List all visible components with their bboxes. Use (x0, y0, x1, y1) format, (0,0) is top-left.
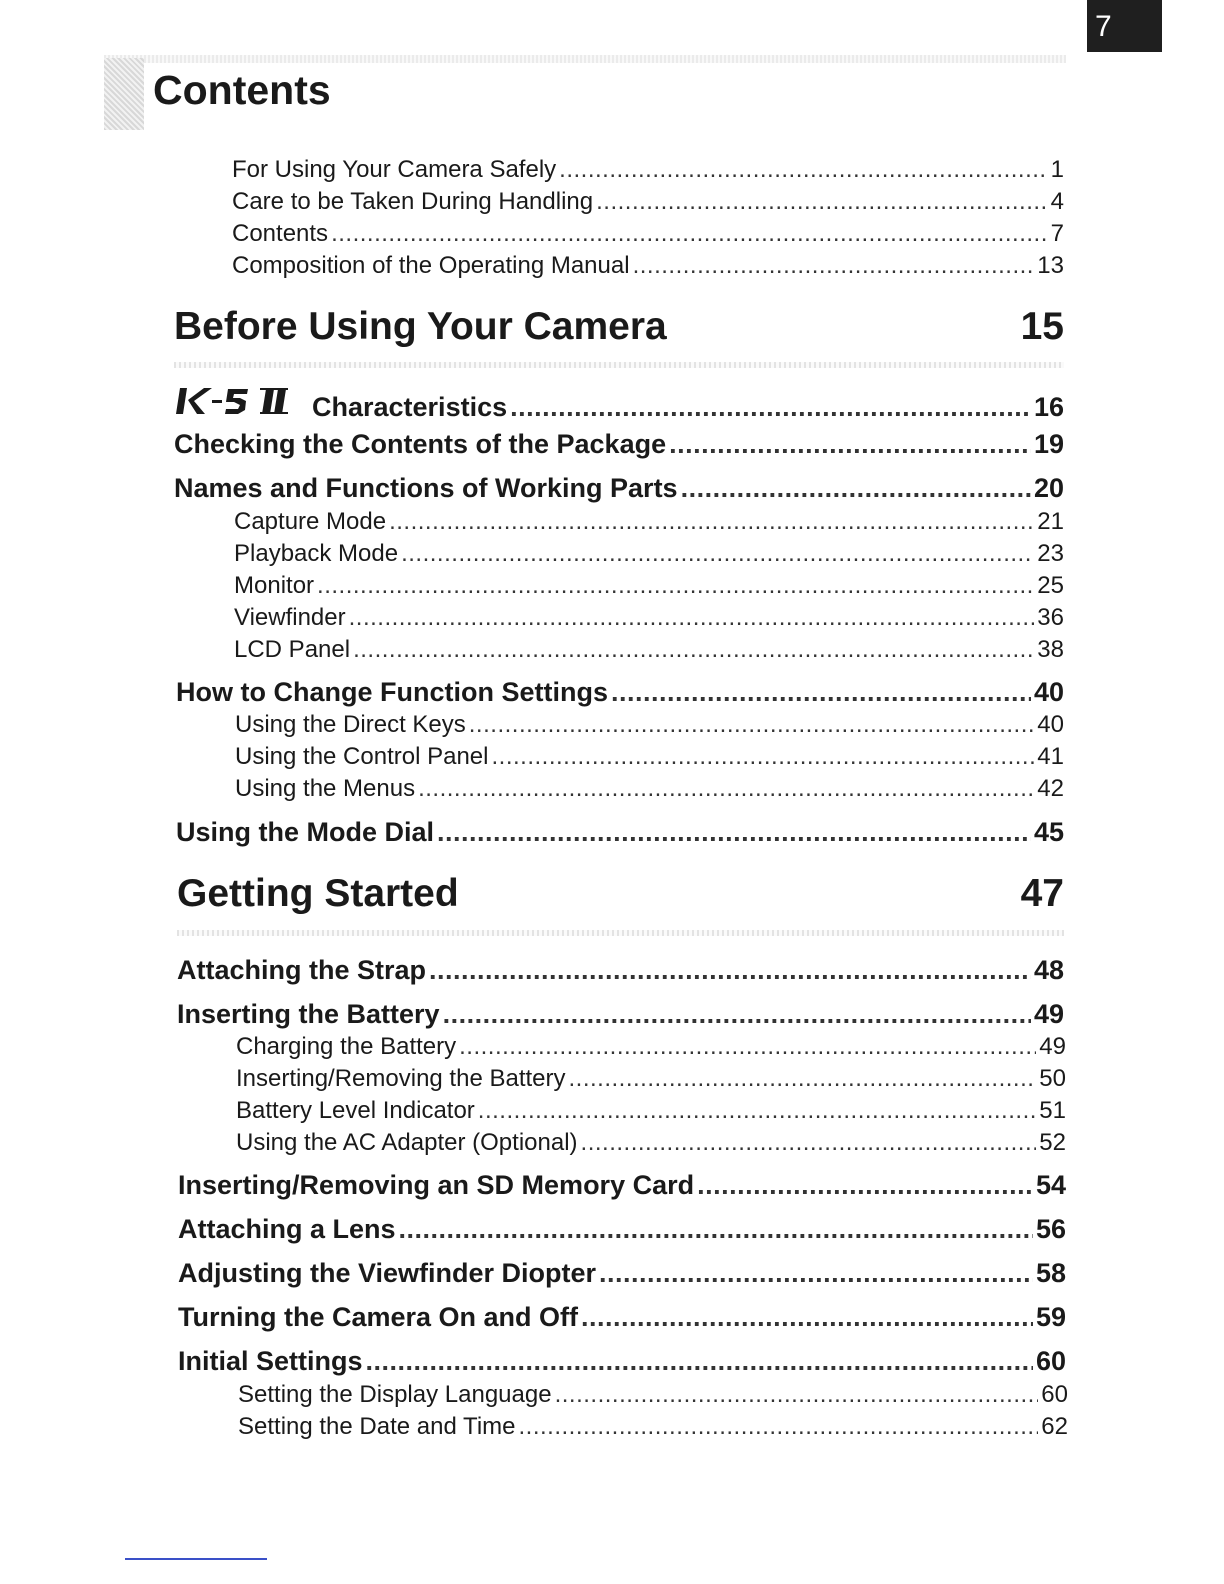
toc-entry-label: Capture Mode (234, 508, 387, 535)
toc-section-page: 59 (1035, 1302, 1066, 1332)
toc-entry-page: 60 (1041, 1381, 1068, 1408)
chapter-heading[interactable] (177, 872, 1064, 916)
toc-section-page: 40 (1033, 677, 1064, 707)
toc-entry[interactable] (232, 220, 1064, 248)
toc-entry-page: 50 (1039, 1065, 1066, 1092)
toc-entry[interactable] (238, 1413, 1068, 1441)
toc-entry-page: 40 (1037, 711, 1064, 738)
toc-section-label: Names and Functions of Working Parts (174, 473, 678, 503)
toc-entry-page: 42 (1037, 775, 1064, 802)
toc-entry[interactable] (234, 540, 1064, 568)
toc-entry-label: Setting the Display Language (238, 1381, 552, 1408)
toc-entry[interactable] (236, 1097, 1066, 1125)
toc-entry-label: Using the Control Panel (235, 743, 489, 770)
toc-entry-label: Inserting/Removing the Battery (236, 1065, 566, 1092)
toc-entry-page: 13 (1037, 252, 1064, 279)
toc-section-label: How to Change Function Settings (176, 677, 608, 707)
toc-entry-label: Playback Mode (234, 540, 399, 567)
toc-entry[interactable] (232, 188, 1064, 216)
toc-entry-label: Using the AC Adapter (Optional) (236, 1129, 578, 1156)
toc-section-page: 19 (1033, 429, 1064, 459)
toc-section-label: Inserting/Removing an SD Memory Card (178, 1170, 695, 1200)
toc-section[interactable] (174, 429, 1064, 460)
toc-section-page: 58 (1035, 1258, 1066, 1288)
toc-entry-label: Viewfinder (234, 604, 346, 631)
toc-entry[interactable] (234, 604, 1064, 632)
toc-section-label: Attaching a Lens (178, 1214, 396, 1244)
toc-entry-label: Setting the Date and Time (238, 1413, 516, 1440)
toc-section-label: Initial Settings (178, 1346, 363, 1376)
toc-section[interactable] (178, 1170, 1066, 1201)
toc-entry-label: Monitor (234, 572, 315, 599)
toc-entry-page: 25 (1037, 572, 1064, 599)
toc-entry-page: 62 (1041, 1413, 1068, 1440)
toc-entry-page: 41 (1037, 743, 1064, 770)
toc-entry-page: 52 (1039, 1129, 1066, 1156)
toc-entry[interactable] (238, 1381, 1068, 1409)
toc-section-page: 20 (1033, 473, 1064, 503)
toc-entry[interactable] (236, 1065, 1066, 1093)
toc-entry-page: 21 (1037, 508, 1064, 535)
chapter-heading[interactable] (174, 305, 1064, 349)
toc-entry[interactable] (236, 1033, 1066, 1061)
toc-entry-label: Contents (232, 220, 329, 247)
toc-entry-page: 23 (1037, 540, 1064, 567)
toc-entry-label: Charging the Battery (236, 1033, 457, 1060)
toc-entry[interactable] (232, 156, 1064, 184)
toc-section-label: Turning the Camera On and Off (178, 1302, 579, 1332)
toc-section[interactable] (176, 817, 1064, 848)
toc-entry-label: For Using Your Camera Safely (232, 156, 557, 183)
toc-section-label: Characteristics (312, 392, 508, 422)
toc-section[interactable] (178, 1346, 1066, 1377)
toc-section[interactable] (178, 1214, 1066, 1245)
toc-entry-label: Using the Direct Keys (235, 711, 466, 738)
toc-section-page: 56 (1035, 1214, 1066, 1244)
toc-section-page: 54 (1035, 1170, 1066, 1200)
toc-entry-page: 7 (1050, 220, 1064, 247)
chapter-title: Getting Started (177, 872, 459, 915)
k5-ii-logo (174, 386, 298, 416)
toc-entry[interactable] (234, 572, 1064, 600)
chapter-page: 47 (1020, 872, 1064, 915)
toc-section-label: Checking the Contents of the Package (174, 429, 667, 459)
toc-entry[interactable] (236, 1129, 1066, 1157)
toc-entry-page: 36 (1037, 604, 1064, 631)
toc-section-page: 60 (1035, 1346, 1066, 1376)
toc-entry-label: Using the Menus (235, 775, 416, 802)
toc-section-page: 45 (1033, 817, 1064, 847)
toc-entry[interactable] (232, 252, 1064, 280)
toc-entry-page: 51 (1039, 1097, 1066, 1124)
toc-section-page: 16 (1033, 392, 1064, 422)
toc-entry[interactable] (235, 711, 1064, 739)
toc-entry[interactable] (235, 743, 1064, 771)
chapter-title: Before Using Your Camera (174, 305, 667, 348)
toc-entry[interactable] (235, 775, 1064, 803)
toc-section-label: Adjusting the Viewfinder Diopter (178, 1258, 597, 1288)
toc-section-page: 48 (1033, 955, 1064, 985)
chapter-rule (174, 362, 1064, 368)
toc-section[interactable] (176, 677, 1064, 708)
page-title: Contents (153, 67, 331, 113)
toc-entry-page: 4 (1050, 188, 1064, 215)
toc-section[interactable] (178, 1258, 1066, 1289)
toc-entry[interactable] (234, 508, 1064, 536)
title-marker (104, 58, 144, 130)
toc-section-label: Attaching the Strap (177, 955, 427, 985)
toc-entry-page: 38 (1037, 636, 1064, 663)
toc-entry-page: 1 (1050, 156, 1064, 183)
toc-entry-page: 49 (1039, 1033, 1066, 1060)
chapter-rule (177, 930, 1064, 936)
toc-section-page: 49 (1033, 999, 1064, 1029)
page-number-tab: 7 (1087, 0, 1162, 52)
bottom-link-underline (125, 1558, 267, 1560)
toc-section[interactable] (178, 1302, 1066, 1333)
toc-entry-label: Battery Level Indicator (236, 1097, 475, 1124)
toc-entry[interactable] (234, 636, 1064, 664)
toc-entry-label: LCD Panel (234, 636, 351, 663)
toc-section[interactable] (177, 955, 1064, 986)
chapter-page: 15 (1020, 305, 1064, 348)
toc-entry-label: Composition of the Operating Manual (232, 252, 630, 279)
toc-section[interactable] (177, 999, 1064, 1030)
toc-section[interactable] (174, 473, 1064, 504)
header-rule (104, 55, 1066, 63)
toc-section-label: Using the Mode Dial (176, 817, 435, 847)
toc-entry-label: Care to be Taken During Handling (232, 188, 594, 215)
toc-section-label: Inserting the Battery (177, 999, 440, 1029)
toc-section[interactable] (174, 386, 1064, 423)
